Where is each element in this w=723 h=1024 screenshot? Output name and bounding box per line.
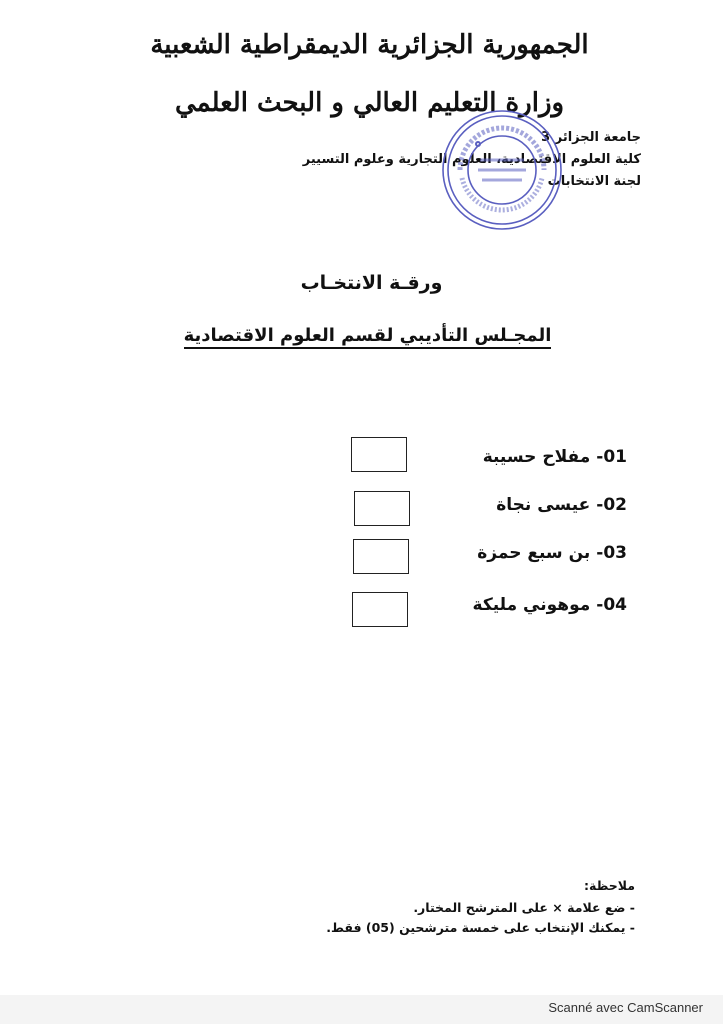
candidate-checkbox[interactable] (352, 592, 408, 627)
candidate-checkbox[interactable] (354, 491, 410, 526)
candidate-checkbox[interactable] (351, 437, 407, 472)
council-title (6, 325, 723, 346)
candidate-name: موهوني مليكة (472, 595, 591, 615)
candidate-name: مفلاح حسيبة (482, 447, 591, 467)
republic-heading: الجمهورية الجزائرية الديمقراطية الشعبية (150, 30, 589, 60)
candidate-name: بن سبع حمزة (477, 543, 591, 563)
note-item: - يمكنك الإنتخاب على خمسة مترشحين (05) فقط. (326, 920, 635, 935)
candidate-checkbox[interactable] (353, 539, 409, 574)
council-title-text: المجـلس التأديبي لقسم العلوم الاقتصادية (184, 325, 552, 349)
scanner-watermark: Scanné avec CamScanner (548, 1000, 703, 1015)
university-name: جامعة الجزائر 3 (541, 130, 641, 145)
candidate-row (473, 595, 627, 615)
ministry-heading: وزارة التعليم العالي و البحث العلمي (174, 88, 565, 118)
candidate-number: 04- (596, 595, 627, 615)
candidate-row (496, 495, 627, 515)
note-item: - ضع علامة × على المترشح المختار. (413, 900, 635, 915)
candidate-row (477, 543, 627, 563)
committee-name: لجنة الانتخابات (547, 174, 641, 189)
candidate-number: 02- (596, 495, 627, 515)
candidate-number: 03- (596, 543, 627, 563)
candidate-row (483, 447, 627, 467)
faculty-name: كلية العلوم الاقتصادية، العلوم التجارية وعلوم التسيير (302, 152, 641, 167)
candidate-name: عيسى نجاة (496, 495, 591, 515)
candidate-number: 01- (596, 447, 627, 467)
official-seal-stamp (440, 108, 564, 232)
ballot-title: ورقـة الانتخـاب (300, 272, 443, 294)
note-heading: ملاحظة: (584, 878, 635, 893)
